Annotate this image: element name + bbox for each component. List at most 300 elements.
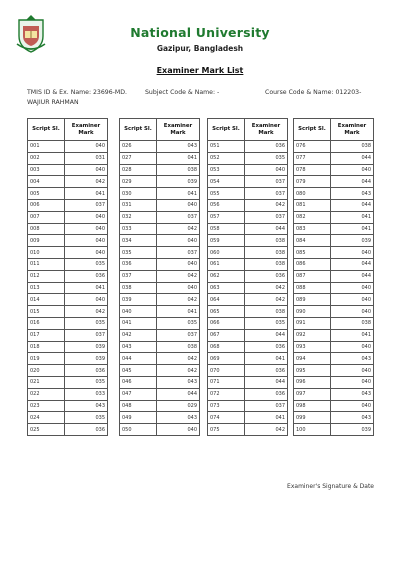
table-row [294,424,374,436]
examiner-mark-cell: 038 [245,306,288,318]
examiner-mark-cell: 040 [65,211,108,223]
table-row [28,388,108,400]
examiner-mark-cell: 040 [65,141,108,153]
examiner-mark-cell: 038 [157,341,200,353]
table-row [28,211,108,223]
script-sl-cell: 060 [208,247,245,259]
examiner-mark-cell: 035 [65,376,108,388]
table-row [120,282,200,294]
examiner-mark-cell: 035 [157,317,200,329]
examiner-mark-cell: 037 [245,400,288,412]
examiner-mark-cell: 043 [331,188,374,200]
examiner-mark-cell: 037 [157,211,200,223]
examiner-mark-cell: 040 [331,400,374,412]
script-sl-header: Script Sl. [28,119,65,141]
table-row [28,317,108,329]
script-sl-cell: 027 [120,152,157,164]
table-row [294,329,374,341]
examiner-mark-cell: 042 [157,365,200,377]
table-row [120,188,200,200]
examiner-mark-cell: 041 [65,188,108,200]
script-sl-cell: 074 [208,412,245,424]
examiner-mark-cell: 040 [331,247,374,259]
script-sl-cell: 075 [208,424,245,436]
examiner-mark-cell: 040 [65,223,108,235]
examiner-mark-cell: 037 [245,176,288,188]
table-row [28,329,108,341]
table-row [208,152,288,164]
script-sl-cell: 070 [208,365,245,377]
script-sl-cell: 006 [28,199,65,211]
examiner-mark-cell: 041 [157,188,200,200]
examiner-mark-header: Examiner Mark [331,119,374,141]
table-row [208,376,288,388]
examiner-mark-cell: 040 [331,341,374,353]
script-sl-cell: 036 [120,258,157,270]
table-row [120,400,200,412]
table-row [208,199,288,211]
script-sl-cell: 034 [120,235,157,247]
script-sl-cell: 084 [294,235,331,247]
examiner-mark-cell: 042 [157,294,200,306]
table-row [28,282,108,294]
examiner-mark-cell: 042 [245,424,288,436]
examiner-mark-cell: 042 [245,282,288,294]
mark-table [207,118,288,436]
script-sl-cell: 080 [294,188,331,200]
examiner-mark-cell: 038 [245,235,288,247]
table-row [120,329,200,341]
table-row [28,258,108,270]
script-sl-cell: 091 [294,317,331,329]
script-sl-cell: 064 [208,294,245,306]
examiner-mark-cell: 041 [245,353,288,365]
examiner-mark-cell: 044 [245,376,288,388]
table-row [120,141,200,153]
examiner-mark-cell: 043 [157,412,200,424]
script-sl-cell: 071 [208,376,245,388]
examiner-mark-header: Examiner Mark [65,119,108,141]
examiner-mark-cell: 040 [65,294,108,306]
table-row [120,376,200,388]
script-sl-cell: 097 [294,388,331,400]
table-row [28,223,108,235]
table-row [28,341,108,353]
examiner-mark-cell: 043 [157,141,200,153]
table-row [120,176,200,188]
examiner-mark-cell: 037 [245,211,288,223]
script-sl-cell: 053 [208,164,245,176]
script-sl-cell: 088 [294,282,331,294]
table-row [208,141,288,153]
script-sl-cell: 005 [28,188,65,200]
script-sl-cell: 099 [294,412,331,424]
script-sl-cell: 037 [120,270,157,282]
examiner-mark-cell: 044 [331,258,374,270]
examiner-mark-header: Examiner Mark [157,119,200,141]
examiner-mark-cell: 036 [245,270,288,282]
examiner-mark-cell: 040 [157,235,200,247]
mark-tables [27,118,375,458]
table-row [294,388,374,400]
examiner-mark-cell: 035 [65,317,108,329]
examiner-mark-cell: 043 [331,388,374,400]
examiner-mark-cell: 040 [331,365,374,377]
examiner-mark-cell: 038 [331,141,374,153]
examiner-mark-cell: 043 [331,412,374,424]
examiner-mark-cell: 037 [157,247,200,259]
table-row [28,176,108,188]
script-sl-cell: 015 [28,306,65,318]
table-row [294,306,374,318]
script-sl-cell: 041 [120,317,157,329]
table-row [28,247,108,259]
table-row [208,341,288,353]
examiner-mark-cell: 044 [245,329,288,341]
examiner-mark-cell: 044 [331,199,374,211]
script-sl-cell: 057 [208,211,245,223]
script-sl-cell: 033 [120,223,157,235]
examiner-mark-cell: 040 [331,294,374,306]
script-sl-cell: 054 [208,176,245,188]
table-row [294,199,374,211]
script-sl-cell: 067 [208,329,245,341]
script-sl-cell: 055 [208,188,245,200]
script-sl-cell: 085 [294,247,331,259]
script-sl-cell: 011 [28,258,65,270]
table-row [208,247,288,259]
script-sl-cell: 013 [28,282,65,294]
table-row [208,270,288,282]
script-sl-cell: 040 [120,306,157,318]
table-row [28,306,108,318]
script-sl-cell: 039 [120,294,157,306]
examiner-mark-cell: 040 [331,306,374,318]
examiner-mark-cell: 040 [331,282,374,294]
mark-table [293,118,374,436]
table-row [294,247,374,259]
script-sl-cell: 018 [28,341,65,353]
script-sl-cell: 083 [294,223,331,235]
examiner-mark-cell: 039 [157,176,200,188]
script-sl-cell: 038 [120,282,157,294]
table-row [120,306,200,318]
script-sl-cell: 043 [120,341,157,353]
examiner-mark-cell: 042 [245,199,288,211]
examiner-mark-cell: 038 [245,258,288,270]
script-sl-cell: 081 [294,199,331,211]
table-row [120,223,200,235]
table-row [208,424,288,436]
script-sl-cell: 090 [294,306,331,318]
script-sl-cell: 012 [28,270,65,282]
table-row [28,365,108,377]
script-sl-cell: 046 [120,376,157,388]
examiner-mark-header: Examiner Mark [245,119,288,141]
table-row [28,424,108,436]
table-row [294,400,374,412]
examiner-mark-cell: 036 [245,365,288,377]
script-sl-cell: 049 [120,412,157,424]
examiner-mark-cell: 043 [157,376,200,388]
script-sl-cell: 086 [294,258,331,270]
table-row [294,353,374,365]
examiner-mark-cell: 037 [65,199,108,211]
examiner-mark-cell: 040 [331,376,374,388]
script-sl-cell: 032 [120,211,157,223]
table-row [120,199,200,211]
script-sl-cell: 059 [208,235,245,247]
script-sl-cell: 098 [294,400,331,412]
examiner-mark-cell: 040 [245,164,288,176]
table-row [208,188,288,200]
examiner-mark-cell: 037 [65,329,108,341]
examiner-mark-cell: 042 [157,223,200,235]
script-sl-cell: 031 [120,199,157,211]
table-row [208,353,288,365]
examiner-mark-cell: 036 [245,341,288,353]
script-sl-cell: 024 [28,412,65,424]
examiner-mark-cell: 040 [65,247,108,259]
examiner-mark-cell: 042 [65,306,108,318]
script-sl-cell: 063 [208,282,245,294]
table-row [208,258,288,270]
table-row [120,152,200,164]
subject-code-label: Subject Code & Name: - [145,89,220,96]
table-row [28,141,108,153]
script-sl-cell: 045 [120,365,157,377]
examiner-mark-cell: 040 [157,199,200,211]
examiner-mark-cell: 042 [157,270,200,282]
examiner-mark-cell: 041 [157,306,200,318]
table-row [294,223,374,235]
table-row [294,141,374,153]
examiner-mark-cell: 036 [65,270,108,282]
script-sl-cell: 100 [294,424,331,436]
script-sl-cell: 061 [208,258,245,270]
script-sl-cell: 035 [120,247,157,259]
script-sl-cell: 004 [28,176,65,188]
table-row [294,176,374,188]
table-row [28,294,108,306]
table-row [208,211,288,223]
examiner-mark-cell: 035 [245,152,288,164]
examiner-name: WAJIUR RAHMAN [27,99,79,106]
script-sl-cell: 095 [294,365,331,377]
table-row [294,258,374,270]
script-sl-cell: 008 [28,223,65,235]
script-sl-cell: 020 [28,365,65,377]
script-sl-cell: 079 [294,176,331,188]
table-row [120,270,200,282]
table-row [120,365,200,377]
script-sl-cell: 050 [120,424,157,436]
examiner-mark-cell: 036 [245,141,288,153]
script-sl-cell: 066 [208,317,245,329]
script-sl-cell: 016 [28,317,65,329]
table-row [294,365,374,377]
script-sl-cell: 019 [28,353,65,365]
examiner-mark-cell: 035 [245,317,288,329]
table-row [208,282,288,294]
table-row [208,176,288,188]
script-sl-cell: 073 [208,400,245,412]
examiner-mark-cell: 031 [65,152,108,164]
table-row [208,164,288,176]
mark-table [27,118,108,436]
examiner-mark-cell: 035 [65,258,108,270]
script-sl-cell: 022 [28,388,65,400]
university-title: National University [130,25,270,40]
examiner-mark-cell: 044 [331,270,374,282]
examiner-mark-cell: 039 [65,341,108,353]
table-row [28,400,108,412]
examiner-mark-cell: 036 [245,388,288,400]
script-sl-cell: 082 [294,211,331,223]
examiner-mark-cell: 038 [331,317,374,329]
script-sl-cell: 001 [28,141,65,153]
table-row [208,223,288,235]
examiner-mark-cell: 040 [65,164,108,176]
examiner-mark-cell: 038 [157,164,200,176]
examiner-mark-cell: 044 [331,176,374,188]
examiner-signature-label: Examiner's Signature & Date [287,483,374,490]
script-sl-cell: 010 [28,247,65,259]
examiner-mark-cell: 044 [245,223,288,235]
script-sl-header: Script Sl. [208,119,245,141]
script-sl-cell: 076 [294,141,331,153]
script-sl-cell: 017 [28,329,65,341]
script-sl-cell: 096 [294,376,331,388]
script-sl-cell: 030 [120,188,157,200]
examiner-mark-cell: 042 [245,294,288,306]
table-row [208,294,288,306]
table-row [294,152,374,164]
table-row [294,188,374,200]
examiner-mark-cell: 044 [331,152,374,164]
script-sl-cell: 094 [294,353,331,365]
script-sl-cell: 077 [294,152,331,164]
table-row [28,353,108,365]
examiner-mark-cell: 036 [65,424,108,436]
examiner-mark-cell: 042 [157,353,200,365]
examiner-mark-cell: 041 [331,329,374,341]
course-code-label: Course Code & Name: 012203- [265,89,362,96]
table-row [28,376,108,388]
script-sl-header: Script Sl. [294,119,331,141]
script-sl-cell: 003 [28,164,65,176]
table-row [208,306,288,318]
script-sl-cell: 048 [120,400,157,412]
table-row [120,341,200,353]
table-row [120,412,200,424]
examiner-mark-cell: 041 [331,223,374,235]
table-row [294,317,374,329]
table-row [28,412,108,424]
mark-table [119,118,200,436]
document-title: Examiner Mark List [156,66,244,75]
script-sl-cell: 002 [28,152,65,164]
table-row [28,164,108,176]
table-row [28,199,108,211]
table-row [120,317,200,329]
examiner-mark-cell: 029 [157,400,200,412]
script-sl-cell: 042 [120,329,157,341]
script-sl-cell: 014 [28,294,65,306]
script-sl-cell: 029 [120,176,157,188]
table-row [208,329,288,341]
script-sl-cell: 047 [120,388,157,400]
table-row [120,235,200,247]
script-sl-cell: 069 [208,353,245,365]
table-row [120,424,200,436]
table-row [208,388,288,400]
table-row [28,270,108,282]
examiner-mark-cell: 039 [331,235,374,247]
examiner-mark-cell: 035 [65,412,108,424]
table-row [28,152,108,164]
examiner-mark-cell: 039 [65,353,108,365]
table-row [120,258,200,270]
script-sl-cell: 092 [294,329,331,341]
examiner-mark-cell: 040 [157,424,200,436]
examiner-mark-cell: 037 [245,188,288,200]
examiner-mark-cell: 039 [331,424,374,436]
examiner-mark-cell: 042 [65,176,108,188]
script-sl-cell: 078 [294,164,331,176]
script-sl-cell: 028 [120,164,157,176]
table-row [294,294,374,306]
script-sl-header: Script Sl. [120,119,157,141]
script-sl-cell: 058 [208,223,245,235]
examiner-mark-cell: 041 [157,152,200,164]
examiner-mark-cell: 041 [245,412,288,424]
script-sl-cell: 025 [28,424,65,436]
script-sl-cell: 052 [208,152,245,164]
examiner-mark-cell: 040 [157,282,200,294]
examiner-mark-cell: 040 [157,258,200,270]
table-row [294,282,374,294]
script-sl-cell: 093 [294,341,331,353]
examiner-mark-cell: 041 [65,282,108,294]
table-row [294,376,374,388]
examiner-mark-cell: 036 [65,365,108,377]
script-sl-cell: 068 [208,341,245,353]
script-sl-cell: 007 [28,211,65,223]
table-row [294,211,374,223]
table-row [294,270,374,282]
script-sl-cell: 089 [294,294,331,306]
script-sl-cell: 062 [208,270,245,282]
table-row [120,211,200,223]
examiner-mark-cell: 043 [65,400,108,412]
examiner-mark-cell: 040 [65,235,108,247]
table-row [120,294,200,306]
script-sl-cell: 072 [208,388,245,400]
table-row [208,365,288,377]
examiner-mark-cell: 037 [157,329,200,341]
examiner-mark-cell: 040 [331,164,374,176]
examiner-mark-cell: 041 [331,211,374,223]
examiner-mark-cell: 038 [245,247,288,259]
examiner-mark-cell: 044 [157,388,200,400]
script-sl-cell: 056 [208,199,245,211]
table-row [294,235,374,247]
script-sl-cell: 026 [120,141,157,153]
table-row [208,400,288,412]
script-sl-cell: 065 [208,306,245,318]
script-sl-cell: 051 [208,141,245,153]
